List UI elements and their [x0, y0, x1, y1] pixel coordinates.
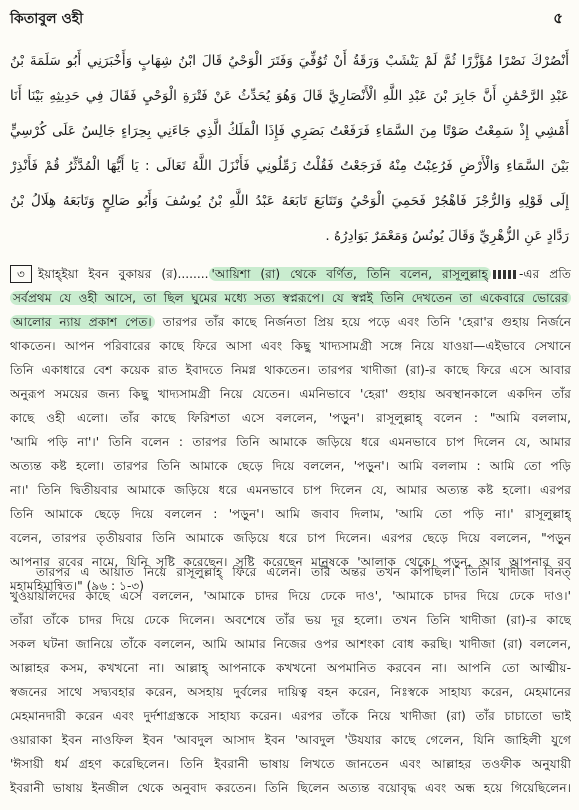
narrative-paragraph: [10, 560, 571, 800]
paragraph-line: খুওয়ায়লিদের কাছে এসে বললেন, 'আমাকে চাদর দিয়ে ঢেকে দাও', 'আমাকে চাদর দিয়ে ঢেকে দাও।': [10, 589, 571, 603]
arabic-text-block: [10, 44, 569, 252]
paragraph-line: সকল ঘটনা জানিয়ে তাঁকে বললেন, আমি আমার নিজের ওপর আশংকা বোধ করছি। খাদীজা (রা) বললেন,: [10, 637, 571, 651]
hadith-line: থাকতেন। আপন পরিবারের কাছে ফিরে আসা এবং কিছু খাদ্যসামগ্রী সঙ্গে নিয়ে যাওয়া—এইভাবে সেখানে: [10, 339, 571, 353]
hadith-number: ৩: [10, 265, 32, 283]
hadith-line: তিনি একাধারে বেশ কয়েক রাত ইবাদতে নিমগ্ন থাকতেন। তারপর খাদীজা (রা)-র কাছে ফিরে এসে আবার: [10, 363, 571, 377]
hadith-line: না।' তিনি দ্বিতীয়বার আমাকে জড়িয়ে ধরে এমনভাবে চাপ দিলেন যে, আমার অত্যন্ত কষ্ট হলো। এরপর: [10, 483, 571, 497]
highlighted-text: আলোর ন্যায় প্রকাশ পেত।: [10, 315, 155, 329]
hadith-line: [10, 286, 571, 310]
paragraph-line: 'ঈসায়ী ধর্ম গ্রহণ করেছিলেন। তিনি ইবরানী ভাষায় লিখতে জানতেন এবং আল্লাহর তওফীক অনুযায়ী: [10, 757, 571, 771]
hadith-translation: [10, 262, 571, 598]
paragraph-line: তাঁরা তাঁকে চাদর দিয়ে ঢেকে দিলেন। অবশেষে তাঁর ভয় দূর হলো। তখন তিনি খাদীজা (রা)-র কাছে: [10, 613, 571, 627]
paragraph-line: মেহমানদারী করেন এবং দুর্দশাগ্রস্তকে সাহায্য করেন। এরপর তাঁকে নিয়ে খাদীজা (রা) তাঁর চাচাতো ভাই: [10, 709, 571, 723]
arabic-line: أَنْصُرْكَ نَصْرًا مُؤَزَّرًا ثُمَّ لَمْ يَنْشَبْ وَرَقَةُ أَنْ تُوُفِّيَ وَفَتَرَ الْوَحْيُ قَالَ ابْنُ شِهَابٍ وَأَخْبَرَنِي أَبُو سَلَمَةَ بْنُ: [10, 53, 569, 69]
hadith-line: কাছে ওহী এলো। তাঁর কাছে ফিরিশতা এসে বললেন, 'পড়ুন'। রাসূলুল্লাহ্ বলেন : "আমি বললাম,: [10, 411, 571, 425]
hadith-line: ৩ ইয়াহ্ইয়া ইবন বুকায়র (র)........ 'আয়িশা (রা) থেকে বর্ণিত, তিনি বলেন, রাসূলুল্লাহ্ -এর প্রতি: [10, 262, 571, 286]
salawat-glyph-icon: [493, 270, 517, 279]
paragraph-line: স্বজনের সাথে সদ্ব্যবহার করেন, অসহায় দুর্বলের দায়িত্ব বহন করেন, নিঃস্বকে সাহায্য করেন, মেহমানের: [10, 685, 571, 699]
hadith-line: অত্যন্ত কষ্ট হলো। তারপর তিনি আমাকে ছেড়ে দিয়ে বললেন, 'পড়ুন'। আমি বললাম : আমি তো পড়ি: [10, 459, 571, 473]
page-number: ৫: [553, 8, 563, 27]
chapter-title: কিতাবুল ওহী: [10, 11, 84, 27]
hadith-line: 'আমি পড়ি না'।' তিনি বলেন : তারপর তিনি আমাকে জড়িয়ে ধরে এমনভাবে চাপ দিলেন যে, আমার: [10, 435, 571, 449]
paragraph-line: তারপর এ আয়াত নিয়ে রাসূলুল্লাহ্ ফিরে এলেন। তাঁর অন্তর তখন কাঁপছিল। তিনি খাদীজা বিনত্: [36, 565, 571, 579]
hadith-line: অনুরূপ সময়ের জন্য কিছু খাদ্যসামগ্রী নিয়ে যেতেন। এমনিভাবে 'হেরা' গুহায় অবস্থানকালে একদিন তাঁর: [10, 387, 571, 401]
paragraph-line: ওয়ারাকা ইবন নাওফিল ইবন 'আবদুল আসাদ ইবন 'আবদুল 'উযযার কাছে গেলেন, যিনি জাহিলী যুগে: [10, 733, 571, 747]
hadith-line: মহামহিমান্বিত।" (৯৬ : ১-৩): [10, 579, 145, 593]
highlighted-text: সর্বপ্রথম যে ওহী আসে, তা ছিল ঘুমের মধ্যে সত্য স্বপ্নরূপে। যে স্বপ্নই তিনি দেখতেন তা একেবারে ভোরের: [10, 291, 571, 305]
hadith-line: আপনার রবের নামে, যিনি সৃষ্টি করেছেন। সৃষ্টি করেছেন মানুষকে 'আলাক থেকে। পড়ুন, আর আপনার রব্: [10, 555, 571, 569]
arabic-line: بَيْنَ السَّمَاءِ وَالْأَرْضِ فَرُعِبْتُ مِنْهُ فَرَجَعْتُ فَقُلْتُ زَمِّلُونِي فَأَنْزَلَ اللَّهُ تَعَالَى : يَا أَيُّهَا الْمُدَّثِّرُ قُمْ فَأَنْذِرْ: [10, 158, 569, 174]
hadith-line: আলোর ন্যায় প্রকাশ পেত। তারপর তাঁর কাছে নির্জনতা প্রিয় হয়ে পড়ে এবং তিনি 'হেরা'র গুহায় নির্জনে: [10, 310, 571, 334]
arabic-line: عَبْدِ الرَّحْمَٰنِ أَنَّ جَابِرَ بْنَ عَبْدِ اللَّهِ الْأَنْصَارِيَّ قَالَ وَهُوَ يُحَدِّثُ عَنْ فَتْرَةِ الْوَحْيِ فَقَالَ فِي حَدِيثِهِ بَيْنَا أَنَا: [10, 88, 569, 104]
hadith-line: তিনি আমাকে ছেড়ে দিয়ে বললেন : 'পড়ুন'। আমি জবাব দিলাম, 'আমি তো পড়ি না।' রাসূলুল্লাহ্: [10, 507, 571, 521]
arabic-line: رَدَّادٍ عَنِ الزُّهْرِيِّ وَقَالَ يُونُسُ وَمَعْمَرٌ بَوَادِرُهُ .: [325, 228, 569, 244]
highlighted-text: 'আয়িশা (রা) থেকে বর্ণিত, তিনি বলেন, রাসূলুল্লাহ্: [209, 267, 491, 281]
arabic-line: إِلَى قَوْلِهِ وَالرُّجْزَ فَاهْجُرْ فَحَمِيَ الْوَحْيُ وَتَتَابَعَ تَابَعَهُ عَبْدُ اللَّهِ بْنُ يُوسُفَ وَأَبُو صَالِحٍ وَتَابَعَهُ هِلَالُ بْنُ: [10, 193, 569, 209]
arabic-line: أَمْشِي إِذْ سَمِعْتُ صَوْتًا مِنَ السَّمَاءِ فَرَفَعْتُ بَصَرِي فَإِذَا الْمَلَكُ الَّذِي جَاءَنِي بِحِرَاءٍ جَالِسٌ عَلَى كُرْسِيٍّ: [10, 123, 569, 139]
hadith-line: বলেন, তারপর তৃতীয়বার তিনি আমাকে জড়িয়ে ধরে চাপ দিলেন। এরপর ছেড়ে দিয়ে বললেন, "পড়ুন: [10, 531, 571, 545]
page-header: [10, 6, 569, 32]
paragraph-line: ইবরানী ভাষায় ইনজীল থেকে অনুবাদ করতেন। তিনি ছিলেন অত্যন্ত বয়োবৃদ্ধ এবং অন্ধ হয়ে গিয়েছিলেন।: [10, 781, 571, 795]
paragraph-line: আল্লাহর কসম, কখখনো না। আল্লাহ্ আপনাকে কখখনো অপমানিত করবেন না। আপনি তো আত্মীয়-: [10, 661, 571, 675]
